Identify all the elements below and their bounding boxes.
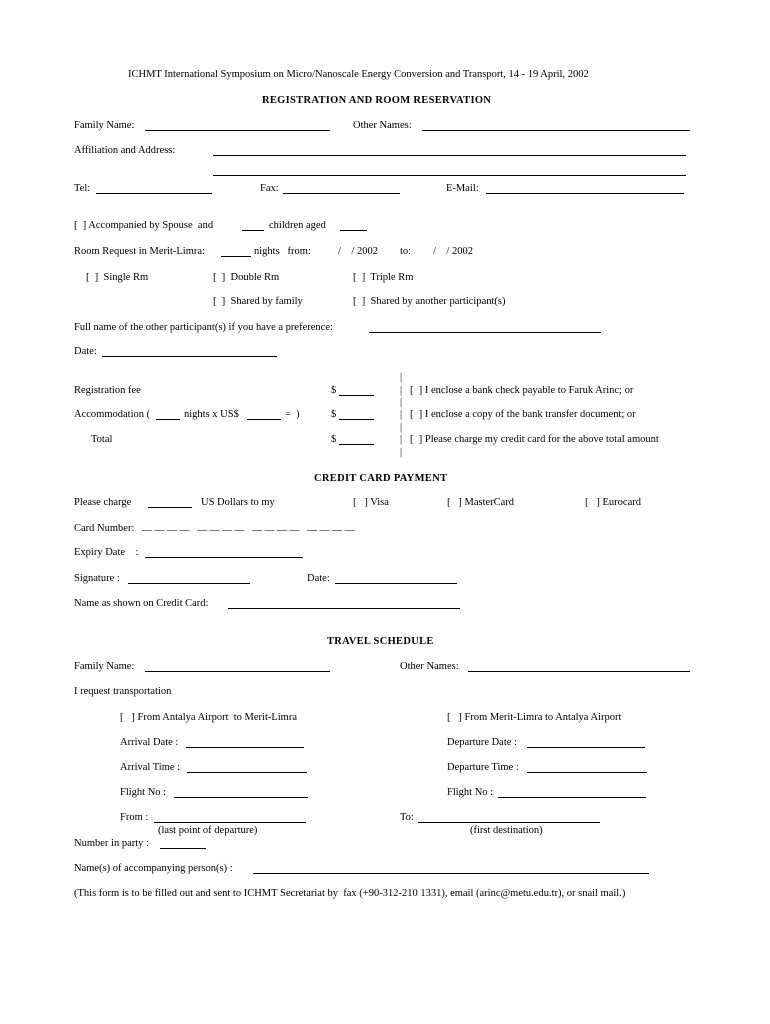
email-label: E-Mail:: [446, 183, 479, 194]
visa-checkbox[interactable]: [ ] Visa: [353, 497, 389, 508]
travel-schedule-title: TRAVEL SCHEDULE: [327, 636, 434, 647]
nights-field[interactable]: [221, 256, 251, 257]
children-age-field[interactable]: [340, 230, 367, 231]
travel-other-names-field[interactable]: [468, 671, 690, 672]
divider-pipe: |: [400, 422, 403, 433]
spouse-checkbox-label[interactable]: [ ] Accompanied by Spouse and: [74, 220, 214, 231]
form-title: REGISTRATION AND ROOM RESERVATION: [262, 95, 492, 106]
to-field[interactable]: [418, 822, 600, 823]
accompanying-field[interactable]: [253, 873, 649, 874]
signature-field[interactable]: [128, 583, 250, 584]
registration-fee-field[interactable]: [339, 395, 374, 396]
to-label: to:: [400, 246, 412, 257]
bank-transfer-option[interactable]: [ ] I enclose a copy of the bank transfer document; or: [410, 409, 636, 420]
fax-label: Fax:: [260, 183, 279, 194]
first-destination-hint: (first destination): [470, 825, 543, 836]
triple-room-checkbox[interactable]: [ ] Triple Rm: [353, 272, 414, 283]
expiry-label: Expiry Date :: [74, 547, 139, 558]
arrival-date-field[interactable]: [186, 747, 304, 748]
registration-fee-dollar: $: [331, 385, 337, 396]
date-from-field[interactable]: / / 2002: [338, 246, 378, 257]
name-on-card-label: Name as shown on Credit Card:: [74, 598, 209, 609]
departure-time-field[interactable]: [527, 772, 647, 773]
departure-date-label: Departure Date :: [447, 737, 517, 748]
symposium-heading: ICHMT International Symposium on Micro/Nanoscale Energy Conversion and Transport, 14 - 19 April, 2002: [128, 69, 589, 80]
signature-label: Signature :: [74, 573, 120, 584]
affiliation-label: Affiliation and Address:: [74, 145, 176, 156]
from-airport-checkbox[interactable]: [ ] From Antalya Airport to Merit-Limra: [120, 712, 298, 723]
card-date-field[interactable]: [335, 583, 457, 584]
shared-family-checkbox[interactable]: [ ] Shared by family: [213, 296, 303, 307]
double-room-checkbox[interactable]: [ ] Double Rm: [213, 272, 280, 283]
arrival-time-field[interactable]: [187, 772, 307, 773]
registration-fee-label: Registration fee: [74, 385, 141, 396]
travel-other-names-label: Other Names:: [400, 661, 459, 672]
divider-pipe: |: [400, 385, 403, 396]
divider-pipe: |: [400, 447, 403, 458]
credit-card-option[interactable]: [ ] Please charge my credit card for the above total amount: [410, 434, 659, 445]
divider-pipe: |: [400, 409, 403, 420]
card-number-field[interactable]: __ __ __ __ __ __ __ __ __ __ __ __ __ __ __ __: [142, 521, 355, 532]
departure-flight-label: Flight No :: [447, 787, 494, 798]
accommodation-nights-label: nights x US$: [184, 409, 239, 420]
card-date-label: Date:: [307, 573, 330, 584]
number-in-party-field[interactable]: [160, 848, 206, 849]
divider-pipe: |: [400, 372, 403, 383]
divider-pipe: |: [400, 434, 403, 445]
mastercard-checkbox[interactable]: [ ] MasterCard: [447, 497, 515, 508]
tel-field[interactable]: [96, 193, 212, 194]
children-count-field[interactable]: [242, 230, 264, 231]
arrival-time-label: Arrival Time :: [120, 762, 181, 773]
total-amount-field[interactable]: [339, 444, 374, 445]
single-room-checkbox[interactable]: [ ] Single Rm: [86, 272, 149, 283]
credit-card-title: CREDIT CARD PAYMENT: [314, 473, 448, 484]
divider-pipe: |: [400, 397, 403, 408]
card-number-label: Card Number:: [74, 523, 135, 534]
accommodation-label: Accommodation (: [74, 409, 151, 420]
accommodation-rate-field[interactable]: [247, 419, 281, 420]
name-on-card-field[interactable]: [228, 608, 460, 609]
children-aged-label: children aged: [269, 220, 326, 231]
to-airport-checkbox[interactable]: [ ] From Merit-Limra to Antalya Airport: [447, 712, 622, 723]
number-in-party-label: Number in party :: [74, 838, 149, 849]
bank-check-option[interactable]: [ ] I enclose a bank check payable to Faruk Arinc; or: [410, 385, 634, 396]
please-charge-label: Please charge: [74, 497, 132, 508]
accommodation-equals: = ): [285, 409, 300, 420]
usd-label: US Dollars to my: [201, 497, 275, 508]
email-field[interactable]: [486, 193, 684, 194]
other-participant-field[interactable]: [369, 332, 601, 333]
departure-time-label: Departure Time :: [447, 762, 519, 773]
charge-amount-field[interactable]: [148, 507, 192, 508]
other-names-label: Other Names:: [353, 120, 412, 131]
from-field[interactable]: [154, 822, 306, 823]
total-label: Total: [91, 434, 113, 445]
request-transport-label: I request transportation: [74, 686, 172, 697]
departure-date-field[interactable]: [527, 747, 645, 748]
total-dollar: $: [331, 434, 337, 445]
other-names-field[interactable]: [422, 130, 690, 131]
fax-field[interactable]: [283, 193, 400, 194]
nights-from-label: nights from:: [254, 246, 311, 257]
date-label: Date:: [74, 346, 97, 357]
from-label: From :: [120, 812, 149, 823]
travel-family-name-field[interactable]: [145, 671, 330, 672]
accommodation-amount-field[interactable]: [339, 419, 374, 420]
footer-note: (This form is to be filled out and sent to ICHMT Secretariat by fax (+90-312-210 1331), email (arinc@metu.edu.tr), or snail mail.): [74, 888, 626, 899]
date-to-field[interactable]: / / 2002: [433, 246, 473, 257]
last-point-hint: (last point of departure): [158, 825, 258, 836]
tel-label: Tel:: [74, 183, 91, 194]
family-name-label: Family Name:: [74, 120, 135, 131]
date-field[interactable]: [102, 356, 277, 357]
arrival-date-label: Arrival Date :: [120, 737, 179, 748]
affiliation-field-line-2[interactable]: [213, 175, 686, 176]
family-name-field[interactable]: [145, 130, 330, 131]
arrival-flight-field[interactable]: [174, 797, 308, 798]
shared-other-checkbox[interactable]: [ ] Shared by another participant(s): [353, 296, 506, 307]
arrival-flight-label: Flight No :: [120, 787, 167, 798]
to-label: To:: [400, 812, 414, 823]
accommodation-nights-field[interactable]: [156, 419, 180, 420]
other-participant-label: Full name of the other participant(s) if you have a preference:: [74, 322, 333, 333]
accompanying-label: Name(s) of accompanying person(s) :: [74, 863, 233, 874]
departure-flight-field[interactable]: [498, 797, 646, 798]
expiry-field[interactable]: [145, 557, 303, 558]
accommodation-dollar: $: [331, 409, 337, 420]
travel-family-name-label: Family Name:: [74, 661, 135, 672]
eurocard-checkbox[interactable]: [ ] Eurocard: [585, 497, 641, 508]
room-request-label: Room Request in Merit-Limra:: [74, 246, 205, 257]
affiliation-field-line-1[interactable]: [213, 155, 686, 156]
